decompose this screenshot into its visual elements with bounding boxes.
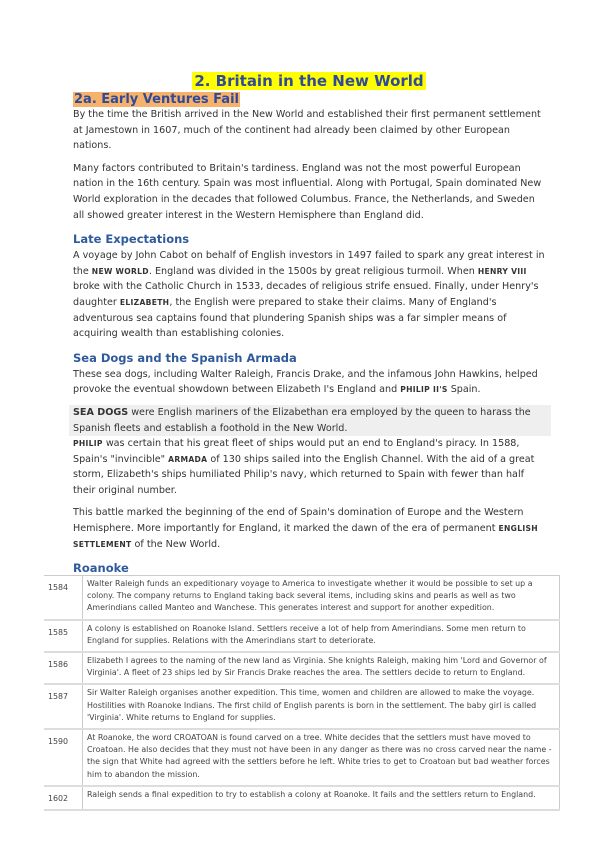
- page-title-text: 2. Britain in the New World: [194, 72, 424, 90]
- text-run: A voyage by John Cabot on behalf of English investors in 1497 failed to spark any great interest in the: [73, 250, 545, 277]
- text-run: By the time the British arrived in the New World and established their first permanent settlement at Jamestown in 1607, much of the continent had already been claimed by other European nations.: [73, 109, 541, 152]
- subheading-late-expectations: Late Expectations: [73, 232, 190, 247]
- event-cell: Elizabeth I agrees to the naming of the new land as Virginia. She knights Raleigh, making him 'Lord and Governor of Virginia'. A fleet of 23 ships led by Sir Francis Drake reaches the area. The settlers decide to return to England.: [83, 652, 560, 684]
- text-run: broke with the Catholic Church in 1533, decades of religious strife ensued. Finally, under Henry's daughter: [73, 281, 539, 308]
- paragraph: [73, 161, 545, 223]
- year-cell: 1586: [44, 652, 83, 684]
- table-row: [44, 620, 560, 652]
- document-page: [73, 72, 545, 577]
- text-run: were English mariners of the Elizabethan era employed by the queen to harass the Spanish fleets and establish a foothold in the New World.: [73, 406, 531, 434]
- table-row: [44, 786, 560, 810]
- event-cell: A colony is established on Roanoke Island. Settlers receive a lot of help from Amerindians. Some men return to England for supplies. Relations with the Amerindians start to deteriorate.: [83, 620, 560, 652]
- event-cell: At Roanoke, the word CROATOAN is found carved on a tree. White decides that the settlers must have moved to Croatoan. He also decides that they must not have been in any danger as there was no cross carved near the name - the sign that White had agreed with the settlers before he left. White tries to get to Croatoan but bad weather forces him to abandon the mission.: [83, 729, 560, 786]
- text-run: , the English were prepared to stake their claims. Many of England's adventurous sea captains found that plundering Spanish ships was a far simpler means of acquiring wealth than establishing colonies.: [73, 296, 507, 340]
- emphasized-term: PHILIP II'S: [400, 385, 448, 395]
- paragraph: [73, 248, 545, 342]
- year-cell: 1587: [44, 684, 83, 729]
- roanoke-timeline-table: [44, 575, 560, 811]
- paragraph: [73, 436, 545, 498]
- text-run: . England was divided in the 1500s by great religious turmoil. When: [148, 265, 478, 277]
- year-cell: 1602: [44, 786, 83, 810]
- subheading-sea-dogs: Sea Dogs and the Spanish Armada: [73, 350, 297, 365]
- page-title: [73, 72, 545, 90]
- emphasized-term: PHILIP: [73, 439, 103, 449]
- table-row: [44, 684, 560, 729]
- event-cell: Sir Walter Raleigh organises another expedition. This time, women and children are allowed to make the voyage. Hostilities with Roanoke Indians. The first child of English parents is born in the settlement. The baby girl is called 'Virginia'. White returns to England for supplies.: [83, 684, 560, 729]
- emphasized-term: HENRY VIII: [477, 266, 527, 276]
- emphasized-term: ARMADA: [168, 454, 208, 464]
- event-cell: Raleigh sends a final expedition to try to establish a colony at Roanoke. It fails and the settlers return to England.: [83, 786, 560, 810]
- paragraph: [73, 505, 545, 552]
- emphasized-term: ENGLISH SETTLEMENT: [73, 524, 538, 549]
- definition-box: [69, 405, 551, 436]
- year-cell: 1584: [44, 576, 83, 620]
- section-heading: [73, 92, 545, 107]
- text-run: This battle marked the beginning of the end of Spain's domination of Europe and the Western Hemisphere. More importantly for England, it marked the dawn of the era of permanent: [73, 507, 524, 535]
- text-run: Spain.: [447, 384, 481, 396]
- subheading-roanoke: Roanoke: [73, 561, 129, 576]
- year-cell: 1590: [44, 729, 83, 786]
- event-cell: Walter Raleigh funds an expeditionary voyage to America to investigate whether it would be possible to set up a colony. The company returns to England taking back several items, including skins and pearls as well as two Amerindians called Manteo and Wanchese. This generates interest and support for another expedition.: [83, 576, 560, 620]
- emphasized-term: NEW WORLD: [91, 266, 149, 276]
- table-row: [44, 729, 560, 786]
- table-row: [44, 652, 560, 684]
- text-run: of 130 ships sailed into the English Channel. With the aid of a great storm, Elizabeth's ships humiliated Philip's navy, which returned to Spain with fewer than half their original number.: [73, 453, 535, 496]
- text-run: of the New World.: [131, 538, 221, 550]
- section-heading-text: 2a. Early Ventures Fail: [74, 92, 239, 107]
- text-run: Many factors contributed to Britain's tardiness. England was not the most powerful European nation in the 16th century. Spain was most influential. Along with Portugal, Spain dominated New World exploration in the decades that followed Columbus. France, the Netherlands, and Sweden all showed greater interest in the Western Hemisphere than England did.: [73, 162, 542, 221]
- text-run: These sea dogs, including Walter Raleigh, Francis Drake, and the infamous John Hawkins, helped provoke the eventual showdown between Elizabeth I's England and: [73, 368, 538, 396]
- emphasized-term: ELIZABETH: [119, 297, 170, 307]
- text-run: was certain that his great fleet of ships would put an end to England's piracy. In 1588, Spain's "invincible": [73, 438, 520, 465]
- emphasized-term: SEA DOGS: [73, 406, 129, 418]
- table-row: [44, 576, 560, 620]
- paragraph: [73, 107, 545, 154]
- year-cell: 1585: [44, 620, 83, 652]
- paragraph: [73, 367, 545, 398]
